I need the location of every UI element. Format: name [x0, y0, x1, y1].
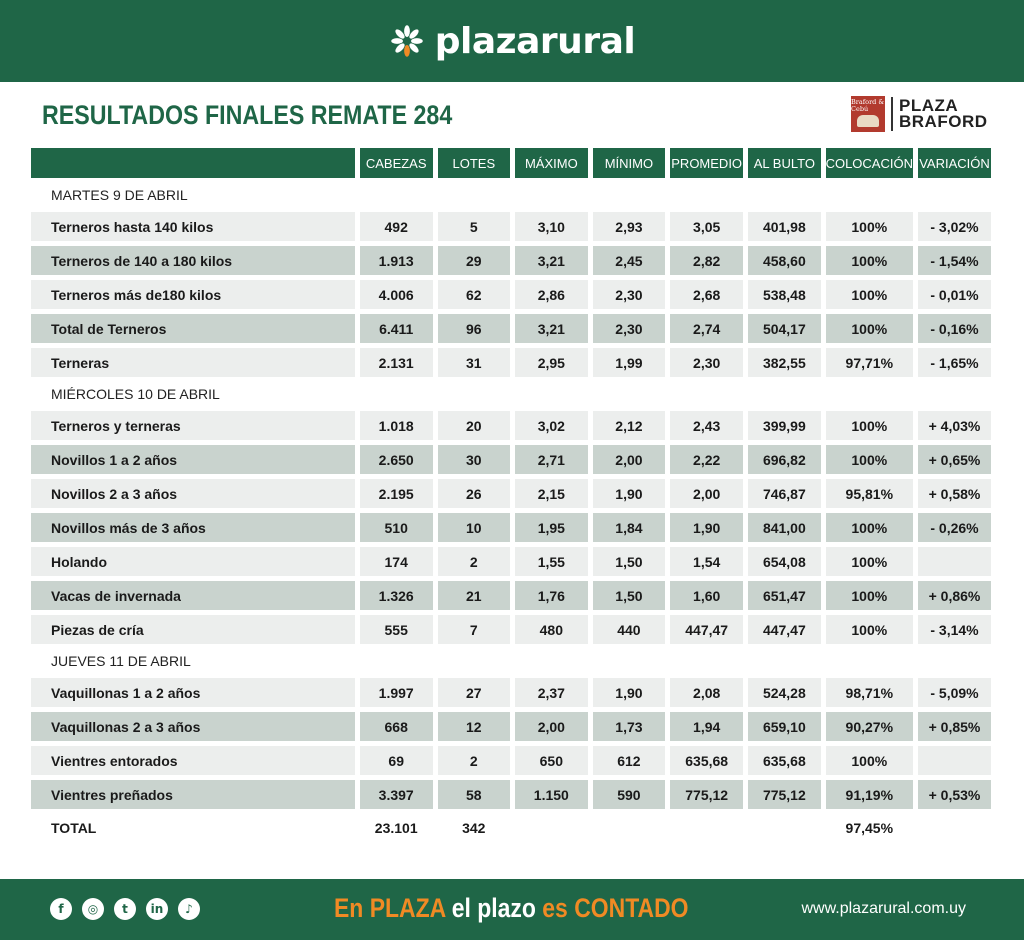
row-cell: 100%: [826, 212, 913, 241]
row-cell: 2.195: [360, 479, 433, 508]
row-cell: - 0,01%: [918, 280, 991, 309]
row-cell: 2,00: [670, 479, 743, 508]
partner-divider: [891, 97, 893, 131]
row-label: Terneros y terneras: [31, 411, 355, 440]
table-row: [31, 246, 991, 275]
row-cell: 2,82: [670, 246, 743, 275]
row-cell: 510: [360, 513, 433, 542]
row-cell: + 0,86%: [918, 581, 991, 610]
row-cell: - 5,09%: [918, 678, 991, 707]
row-cell: 3.397: [360, 780, 433, 809]
wheat-star-icon: [389, 23, 425, 59]
table-row: [31, 411, 991, 440]
row-label: Terneras: [31, 348, 355, 377]
row-cell: 504,17: [748, 314, 820, 343]
row-cell: 21: [438, 581, 510, 610]
row-cell: 1,99: [593, 348, 666, 377]
partner-logo: [851, 96, 988, 132]
row-cell: 91,19%: [826, 780, 913, 809]
facebook-icon[interactable]: f: [50, 898, 72, 920]
col-header-variacion: VARIACIÓN: [918, 148, 991, 178]
row-cell: 1,60: [670, 581, 743, 610]
row-cell: 635,68: [670, 746, 743, 775]
row-cell: 4.006: [360, 280, 433, 309]
total-cell: 97,45%: [845, 820, 894, 836]
row-cell: 3,21: [515, 314, 588, 343]
row-cell: 2,22: [670, 445, 743, 474]
row-cell: 1,54: [670, 547, 743, 576]
row-cell: 1,55: [515, 547, 588, 576]
row-label: Novillos 2 a 3 años: [31, 479, 355, 508]
table-row: [31, 314, 991, 343]
row-cell: 492: [360, 212, 433, 241]
row-cell: 1,90: [593, 678, 666, 707]
row-cell: 29: [438, 246, 510, 275]
row-cell: 746,87: [748, 479, 820, 508]
table-row: [31, 615, 991, 644]
brand-name: plazarural: [434, 20, 636, 62]
header-label-cell: [31, 148, 355, 178]
row-cell: 3,02: [515, 411, 588, 440]
col-header-lotes: LOTES: [438, 148, 510, 178]
table-row: [31, 445, 991, 474]
row-cell: 524,28: [748, 678, 820, 707]
row-label: Novillos más de 3 años: [31, 513, 355, 542]
row-cell: 401,98: [748, 212, 820, 241]
row-cell: 3,10: [515, 212, 588, 241]
row-cell: 69: [360, 746, 433, 775]
section-row: [31, 178, 991, 212]
row-cell: 382,55: [748, 348, 820, 377]
row-cell: 1.326: [360, 581, 433, 610]
table-row: [31, 479, 991, 508]
row-cell: 399,99: [748, 411, 820, 440]
section-row: [31, 644, 991, 678]
slogan: [334, 893, 689, 924]
row-cell: 650: [515, 746, 588, 775]
row-cell: 458,60: [748, 246, 820, 275]
row-cell: 30: [438, 445, 510, 474]
table-row: [31, 581, 991, 610]
row-cell: 447,47: [748, 615, 820, 644]
section-day-label: JUEVES 11 DE ABRIL: [51, 653, 191, 669]
linkedin-icon[interactable]: in: [146, 898, 168, 920]
header-bar: [0, 0, 1024, 82]
row-cell: 775,12: [670, 780, 743, 809]
total-cell: 23.101: [374, 820, 418, 836]
seal-text: Braford & Cebú: [851, 98, 885, 113]
page-title: RESULTADOS FINALES REMATE 284: [42, 100, 453, 130]
row-cell: 2,30: [593, 280, 666, 309]
row-cell: 2,15: [515, 479, 588, 508]
row-label: Vaquillonas 1 a 2 años: [31, 678, 355, 707]
row-cell: 2: [438, 547, 510, 576]
partner-name: [899, 98, 988, 130]
row-cell: 3,21: [515, 246, 588, 275]
row-cell: 2,43: [670, 411, 743, 440]
row-cell: 95,81%: [826, 479, 913, 508]
website-link[interactable]: www.plazarural.com.uy: [801, 900, 966, 917]
total-cell: [515, 809, 588, 847]
row-cell: 1.913: [360, 246, 433, 275]
row-cell: 26: [438, 479, 510, 508]
total-cell: 342: [462, 820, 486, 836]
row-cell: 2,71: [515, 445, 588, 474]
row-cell: 6.411: [360, 314, 433, 343]
row-cell: 1,94: [670, 712, 743, 741]
row-label: Terneros de 140 a 180 kilos: [31, 246, 355, 275]
row-cell: 1,95: [515, 513, 588, 542]
row-cell: 1.150: [515, 780, 588, 809]
row-cell: 2,93: [593, 212, 666, 241]
row-cell: - 0,16%: [918, 314, 991, 343]
row-cell: 2,30: [593, 314, 666, 343]
row-cell: 696,82: [748, 445, 820, 474]
slogan-part-1: En: [334, 893, 370, 923]
total-cell: [593, 809, 666, 847]
row-cell: 174: [360, 547, 433, 576]
table-row: [31, 348, 991, 377]
row-cell: 100%: [826, 314, 913, 343]
row-cell: 2,45: [593, 246, 666, 275]
slogan-part-5: CONTADO: [574, 893, 689, 923]
row-cell: 2,00: [593, 445, 666, 474]
row-cell: 20: [438, 411, 510, 440]
table-row: [31, 212, 991, 241]
row-cell: 2,37: [515, 678, 588, 707]
row-cell: 590: [593, 780, 666, 809]
row-cell: 447,47: [670, 615, 743, 644]
row-cell: 3,05: [670, 212, 743, 241]
row-cell: 538,48: [748, 280, 820, 309]
row-cell: 635,68: [748, 746, 820, 775]
row-cell: 96: [438, 314, 510, 343]
row-cell: 1,76: [515, 581, 588, 610]
row-cell: 1.997: [360, 678, 433, 707]
row-cell: 31: [438, 348, 510, 377]
col-header-minimo: MÍNIMO: [593, 148, 666, 178]
row-cell: 2.650: [360, 445, 433, 474]
row-cell: 668: [360, 712, 433, 741]
row-cell: 2,12: [593, 411, 666, 440]
row-cell: 841,00: [748, 513, 820, 542]
tiktok-icon[interactable]: ♪: [178, 898, 200, 920]
row-cell: 2,86: [515, 280, 588, 309]
braford-seal-icon: [851, 96, 885, 132]
row-cell: 100%: [826, 547, 913, 576]
row-label: Vientres entorados: [31, 746, 355, 775]
row-cell: 100%: [826, 280, 913, 309]
row-cell: 1,84: [593, 513, 666, 542]
table-row: [31, 712, 991, 741]
row-label: Terneros más de180 kilos: [31, 280, 355, 309]
row-cell: 10: [438, 513, 510, 542]
table-row: [31, 780, 991, 809]
row-cell: 100%: [826, 581, 913, 610]
row-cell: 62: [438, 280, 510, 309]
footer-bar: [0, 879, 1024, 940]
row-cell: 2,30: [670, 348, 743, 377]
cow-icon: [857, 115, 879, 127]
row-cell: 651,47: [748, 581, 820, 610]
row-cell: 100%: [826, 513, 913, 542]
row-label: Vientres preñados: [31, 780, 355, 809]
table-row: [31, 547, 991, 576]
twitter-icon[interactable]: t: [114, 898, 136, 920]
row-label: Terneros hasta 140 kilos: [31, 212, 355, 241]
row-cell: 100%: [826, 746, 913, 775]
row-cell: 2,95: [515, 348, 588, 377]
social-links: [50, 898, 200, 920]
row-cell: 1,90: [670, 513, 743, 542]
table-body: [31, 178, 991, 847]
row-cell: 654,08: [748, 547, 820, 576]
total-row: [31, 809, 991, 847]
row-cell: - 1,65%: [918, 348, 991, 377]
row-cell: 1,90: [593, 479, 666, 508]
row-cell: 27: [438, 678, 510, 707]
results-table: [26, 148, 996, 847]
slogan-part-4: es: [542, 893, 575, 923]
row-cell: 555: [360, 615, 433, 644]
total-cell: [918, 809, 991, 847]
row-cell: 1,50: [593, 547, 666, 576]
total-cell: [670, 809, 743, 847]
row-cell: 12: [438, 712, 510, 741]
col-header-cabezas: CABEZAS: [360, 148, 433, 178]
total-label: TOTAL: [51, 820, 97, 836]
row-label: Total de Terneros: [31, 314, 355, 343]
slogan-part-3: el plazo: [445, 893, 543, 923]
row-cell: + 0,65%: [918, 445, 991, 474]
row-cell: [918, 746, 991, 775]
row-cell: - 0,26%: [918, 513, 991, 542]
section-day-label: MIÉRCOLES 10 DE ABRIL: [51, 386, 220, 402]
row-label: Novillos 1 a 2 años: [31, 445, 355, 474]
row-cell: [918, 547, 991, 576]
total-cell: [748, 809, 820, 847]
row-label: Vacas de invernada: [31, 581, 355, 610]
table-header-row: [31, 148, 991, 178]
row-cell: + 0,85%: [918, 712, 991, 741]
row-cell: 2: [438, 746, 510, 775]
row-cell: 7: [438, 615, 510, 644]
row-cell: 1.018: [360, 411, 433, 440]
section-day-label: MARTES 9 DE ABRIL: [51, 187, 188, 203]
row-cell: 2.131: [360, 348, 433, 377]
row-cell: - 3,14%: [918, 615, 991, 644]
instagram-icon[interactable]: ◎: [82, 898, 104, 920]
row-cell: - 1,54%: [918, 246, 991, 275]
row-cell: 90,27%: [826, 712, 913, 741]
row-label: Holando: [31, 547, 355, 576]
row-cell: + 0,53%: [918, 780, 991, 809]
row-label: Piezas de cría: [31, 615, 355, 644]
slogan-part-2: PLAZA: [369, 893, 446, 923]
row-cell: 100%: [826, 246, 913, 275]
row-cell: 100%: [826, 445, 913, 474]
row-cell: - 3,02%: [918, 212, 991, 241]
table-row: [31, 513, 991, 542]
row-cell: 2,68: [670, 280, 743, 309]
table-row: [31, 280, 991, 309]
row-cell: 2,74: [670, 314, 743, 343]
table-row: [31, 746, 991, 775]
col-header-al-bulto: AL BULTO: [748, 148, 820, 178]
col-header-maximo: MÁXIMO: [515, 148, 588, 178]
row-cell: 1,73: [593, 712, 666, 741]
row-cell: 5: [438, 212, 510, 241]
row-label: Vaquillonas 2 a 3 años: [31, 712, 355, 741]
row-cell: 2,00: [515, 712, 588, 741]
row-cell: 97,71%: [826, 348, 913, 377]
brand-logo[interactable]: [389, 21, 635, 62]
partner-name-line2: BRAFORD: [899, 112, 988, 131]
row-cell: 1,50: [593, 581, 666, 610]
row-cell: 659,10: [748, 712, 820, 741]
partner-name-line1: PLAZA: [899, 96, 959, 115]
table-row: [31, 678, 991, 707]
row-cell: + 4,03%: [918, 411, 991, 440]
col-header-promedio: PROMEDIO: [670, 148, 743, 178]
row-cell: 612: [593, 746, 666, 775]
row-cell: 2,08: [670, 678, 743, 707]
row-cell: 98,71%: [826, 678, 913, 707]
row-cell: + 0,58%: [918, 479, 991, 508]
row-cell: 440: [593, 615, 666, 644]
row-cell: 775,12: [748, 780, 820, 809]
row-cell: 480: [515, 615, 588, 644]
row-cell: 100%: [826, 615, 913, 644]
row-cell: 100%: [826, 411, 913, 440]
col-header-colocacion: COLOCACIÓN: [826, 148, 913, 178]
section-row: [31, 377, 991, 411]
row-cell: 58: [438, 780, 510, 809]
